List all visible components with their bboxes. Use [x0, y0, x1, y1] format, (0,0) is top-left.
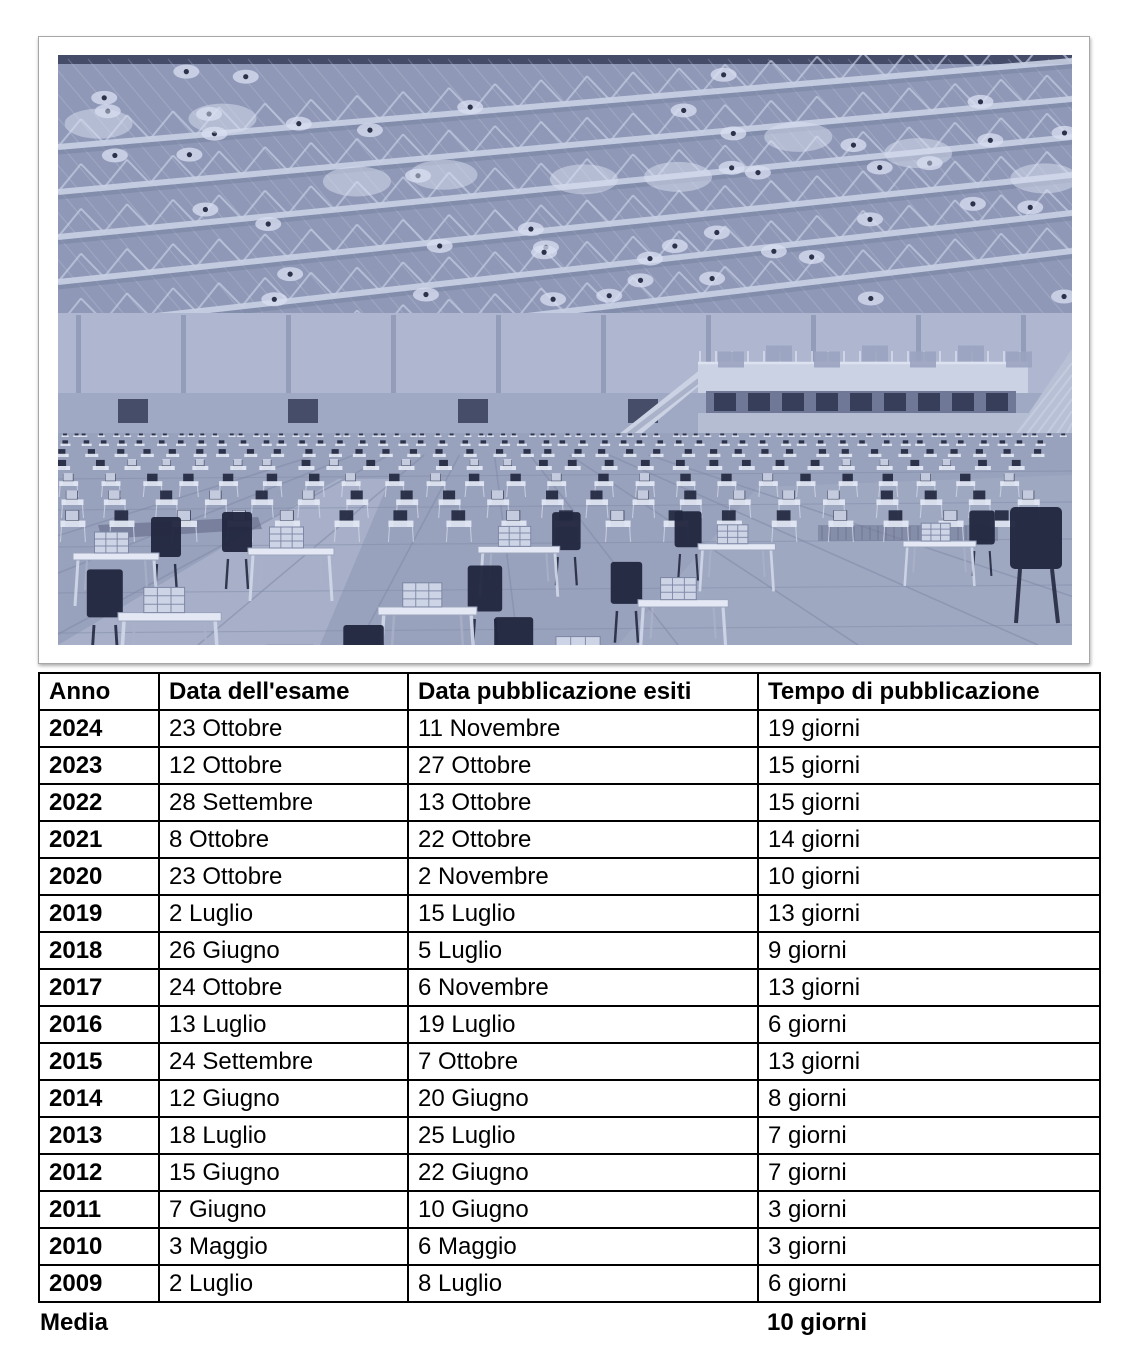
- table-cell: 25 Luglio: [408, 1117, 758, 1154]
- table-cell: 10 Giugno: [408, 1191, 758, 1228]
- table-cell: 26 Giugno: [159, 932, 408, 969]
- table-cell: 6 giorni: [758, 1006, 1100, 1043]
- year-cell: 2019: [39, 895, 159, 932]
- table-cell: 20 Giugno: [408, 1080, 758, 1117]
- table-cell: 10 giorni: [758, 858, 1100, 895]
- year-cell: 2018: [39, 932, 159, 969]
- table-cell: 23 Ottobre: [159, 710, 408, 747]
- column-header: Tempo di pubblicazione: [758, 673, 1100, 710]
- table-row: [39, 1043, 1100, 1080]
- table-body: [39, 710, 1100, 1302]
- table-cell: 15 giorni: [758, 747, 1100, 784]
- table-cell: 19 giorni: [758, 710, 1100, 747]
- table-cell: 2 Luglio: [159, 895, 408, 932]
- table-row: [39, 1191, 1100, 1228]
- table-cell: 15 giorni: [758, 784, 1100, 821]
- year-cell: 2020: [39, 858, 159, 895]
- year-cell: 2010: [39, 1228, 159, 1265]
- table-row: [39, 895, 1100, 932]
- table-row: [39, 784, 1100, 821]
- table-row: [39, 969, 1100, 1006]
- table-row: [39, 1117, 1100, 1154]
- footer-label: Media: [40, 1309, 109, 1336]
- table-cell: 3 giorni: [758, 1228, 1100, 1265]
- table-cell: 13 Ottobre: [408, 784, 758, 821]
- table-row: [39, 1006, 1100, 1043]
- table-row: [39, 747, 1100, 784]
- table-cell: 7 giorni: [758, 1117, 1100, 1154]
- table-cell: 13 Luglio: [159, 1006, 408, 1043]
- table-cell: 8 giorni: [758, 1080, 1100, 1117]
- year-cell: 2011: [39, 1191, 159, 1228]
- table-row: [39, 858, 1100, 895]
- table-row: [39, 932, 1100, 969]
- table-cell: 24 Ottobre: [159, 969, 408, 1006]
- year-cell: 2014: [39, 1080, 159, 1117]
- table-cell: 8 Luglio: [408, 1265, 758, 1302]
- table-cell: 13 giorni: [758, 895, 1100, 932]
- table-cell: 27 Ottobre: [408, 747, 758, 784]
- table-cell: 24 Settembre: [159, 1043, 408, 1080]
- table-cell: 6 giorni: [758, 1265, 1100, 1302]
- header-row: [39, 673, 1100, 710]
- table-cell: 5 Luglio: [408, 932, 758, 969]
- exam-hall-photo: [58, 55, 1072, 645]
- year-cell: 2021: [39, 821, 159, 858]
- table-cell: 28 Settembre: [159, 784, 408, 821]
- year-cell: 2016: [39, 1006, 159, 1043]
- table-row: [39, 710, 1100, 747]
- table-cell: 15 Luglio: [408, 895, 758, 932]
- table-row: [39, 1228, 1100, 1265]
- table-cell: 18 Luglio: [159, 1117, 408, 1154]
- table-footer: [38, 1305, 1099, 1345]
- table-row: [39, 1265, 1100, 1302]
- table-cell: 13 giorni: [758, 1043, 1100, 1080]
- table-cell: 23 Ottobre: [159, 858, 408, 895]
- table-cell: 19 Luglio: [408, 1006, 758, 1043]
- table-cell: 13 giorni: [758, 969, 1100, 1006]
- year-cell: 2024: [39, 710, 159, 747]
- table-cell: 8 Ottobre: [159, 821, 408, 858]
- column-header: Data dell'esame: [159, 673, 408, 710]
- year-cell: 2022: [39, 784, 159, 821]
- column-header: Anno: [39, 673, 159, 710]
- table-cell: 9 giorni: [758, 932, 1100, 969]
- column-header: Data pubblicazione esiti: [408, 673, 758, 710]
- table-row: [39, 821, 1100, 858]
- table-cell: 12 Giugno: [159, 1080, 408, 1117]
- year-cell: 2015: [39, 1043, 159, 1080]
- table-cell: 15 Giugno: [159, 1154, 408, 1191]
- table-cell: 7 giorni: [758, 1154, 1100, 1191]
- results-table: [38, 672, 1101, 1303]
- table-cell: 14 giorni: [758, 821, 1100, 858]
- footer-value: 10 giorni: [767, 1309, 868, 1336]
- table-cell: 6 Maggio: [408, 1228, 758, 1265]
- year-cell: 2013: [39, 1117, 159, 1154]
- year-cell: 2023: [39, 747, 159, 784]
- exam-hall-photo-frame: [38, 36, 1090, 664]
- table-row: [39, 1080, 1100, 1117]
- table-cell: 6 Novembre: [408, 969, 758, 1006]
- table-cell: 12 Ottobre: [159, 747, 408, 784]
- table-cell: 7 Ottobre: [408, 1043, 758, 1080]
- table-cell: 22 Giugno: [408, 1154, 758, 1191]
- table-row: [39, 1154, 1100, 1191]
- table-cell: 22 Ottobre: [408, 821, 758, 858]
- table-cell: 2 Novembre: [408, 858, 758, 895]
- year-cell: 2009: [39, 1265, 159, 1302]
- year-cell: 2017: [39, 969, 159, 1006]
- year-cell: 2012: [39, 1154, 159, 1191]
- table-cell: 3 giorni: [758, 1191, 1100, 1228]
- table-cell: 11 Novembre: [408, 710, 758, 747]
- table-cell: 2 Luglio: [159, 1265, 408, 1302]
- table-cell: 7 Giugno: [159, 1191, 408, 1228]
- table-cell: 3 Maggio: [159, 1228, 408, 1265]
